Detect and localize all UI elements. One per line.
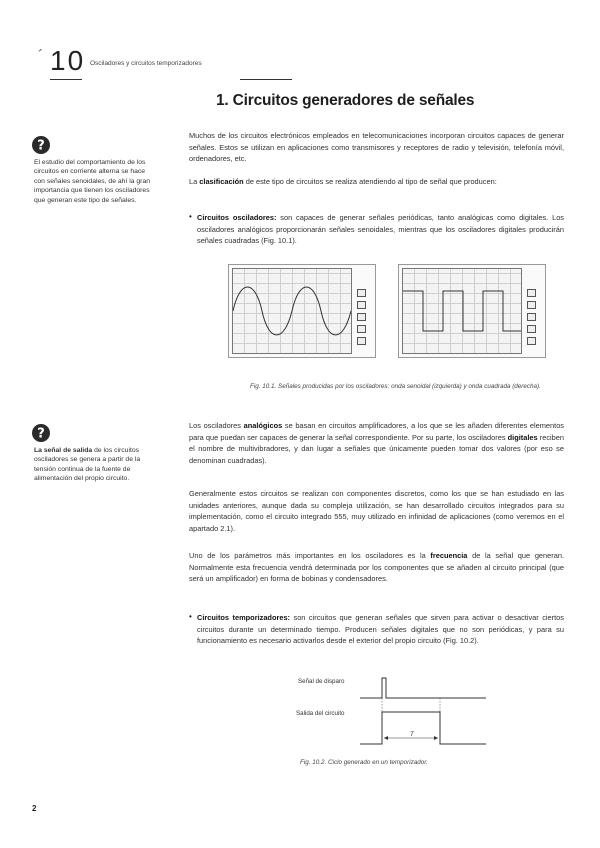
figure1-text: Señales producidas por los osciladores: onda senoidal (izquierda) y onda cuadrada (derecha).	[276, 383, 541, 390]
period-label: T	[410, 731, 414, 738]
oscilloscope-knob	[357, 337, 366, 345]
oscilloscope-knob	[527, 313, 536, 321]
bullet-dot: •	[189, 212, 192, 221]
side-note-senoidales: El estudio del comportamiento de los circuitos en corriente alterna se hace con señales senoidales, de ahí la gran importancia que tienen los osciladores que generan este tipo de señales.	[34, 159, 151, 204]
oscilloscope-knob	[527, 337, 536, 345]
classification-suffix: de este tipo de circuitos se realiza atendiendo al tipo de señal que producen:	[243, 177, 497, 186]
timing-diagram	[360, 672, 490, 756]
figure1-caption	[250, 382, 560, 391]
bullet-temporizadores-title: Circuitos temporizadores:	[197, 613, 291, 622]
classification-paragraph	[189, 176, 564, 188]
sine-wave	[233, 269, 351, 353]
frequency-suffix: de la señal que generan. Normalmente esta frecuencia vendrá determinada por los componentes que se añaden al circuito principal (que será un amplificador) en forma de bobinas y condensadores.	[189, 551, 564, 584]
chapter-tick-mark: ´	[38, 48, 44, 65]
trigger-signal-label: Señal de disparo	[298, 678, 345, 685]
oscilloscope-knob	[527, 301, 536, 309]
classification-keyword: clasificación	[199, 177, 244, 186]
bullet-osciladores-text: son capaces de generar señales periódicas, tanto analógicas como digitales. Los osciladores analógicos proporcionarán señales senoidales, mientras que los osciladores digitales producirán señales cuadradas (Fig. 10.1).	[197, 213, 565, 246]
analog-suffix: reciben el nombre de multivibradores, y dan lugar a señales que únicamente pueden tomar dos valores (por eso se denominan cuadradas).	[189, 432, 564, 465]
bullet-temporizadores-text: son circuitos que generan señales que sirven para activar o desactivar ciertos circuitos durante un determinado tiempo. Producen señales digitales que no son periódicas, y para su funcionamiento es necesario activarlos desde el exterior del propio circuito (Fig. 10.2).	[197, 613, 564, 646]
frequency-paragraph	[189, 550, 564, 585]
question-note-icon	[30, 134, 52, 156]
oscilloscope-knob	[357, 325, 366, 333]
chapter-number: 10	[50, 45, 86, 76]
analog-keyword: analógicos	[243, 421, 283, 430]
oscilloscope-knob	[357, 301, 366, 309]
analog-mid: se basan en circuitos amplificadores, a los que se les añaden diferentes elementos para que puedan ser capaces de generar la señal correspondiente. Por su parte, los osciladores	[189, 421, 565, 442]
bullet-osciladores-title: Circuitos osciladores:	[197, 213, 277, 222]
oscilloscope-square	[398, 264, 546, 358]
figure1-ref: Fig. 10.1.	[250, 383, 277, 390]
side-note-salida-text: de los circuitos osciladores se genera a partir de la tensión continua de la fuente de alimentación del propio circuito.	[34, 447, 141, 483]
components-paragraph: Generalmente estos circuitos se realizan con componentes discretos, como los que se han estudiado en las unidades anteriores, aunque dada su compleja utilización, se han desarrollado circuitos integrados para su implementación, como el circuito integrado 555, muy utilizado en infinidad de aplicaciones (como veremos en el apartado 2.1).	[189, 489, 564, 533]
output-signal-label: Salida del circuito	[296, 710, 345, 717]
header-rule-left	[50, 79, 82, 80]
section-title: 1. Circuitos generadores de señales	[216, 92, 475, 109]
header-rule-right	[240, 79, 292, 80]
oscilloscope-screen	[402, 268, 522, 354]
oscilloscope-sine	[228, 264, 376, 358]
oscilloscope-knob	[527, 325, 536, 333]
figure2-ref: Fig. 10.2.	[300, 759, 327, 766]
oscilloscope-knob	[357, 313, 366, 321]
square-wave	[403, 269, 521, 353]
analog-prefix: Los osciladores	[189, 421, 244, 430]
figure2-text: Ciclo generado en un temporizador.	[326, 759, 428, 766]
oscilloscope-screen	[232, 268, 352, 354]
analog-paragraph	[189, 420, 564, 466]
question-note-icon	[30, 422, 52, 444]
svg-text:?: ?	[37, 426, 45, 442]
oscilloscope-knob	[527, 289, 536, 297]
figure2-caption	[300, 758, 550, 767]
svg-text:?: ?	[37, 138, 45, 154]
intro-paragraph: Muchos de los circuitos electrónicos empleados en telecomunicaciones incorporan circuitos capaces de generar señales. Estos se utilizan en aplicaciones como transmisores y receptores de radio y televisión, telefonía móvil, ordenadores, etc.	[189, 131, 564, 164]
oscilloscope-knob	[357, 289, 366, 297]
digital-keyword: digitales	[507, 432, 538, 442]
side-note-salida	[34, 446, 156, 484]
frequency-prefix: Uno de los parámetros más importantes en los osciladores es la	[189, 551, 431, 560]
bullet-dot: •	[189, 612, 192, 621]
classification-prefix: La	[189, 177, 200, 186]
bullet-osciladores	[197, 212, 564, 247]
frequency-keyword: frecuencia	[430, 551, 468, 560]
chapter-title: Osciladores y circuitos temporizadores	[90, 60, 202, 67]
page-number: 2	[32, 804, 37, 813]
side-note-salida-bold: La señal de salida	[34, 447, 93, 454]
bullet-temporizadores	[197, 612, 564, 647]
